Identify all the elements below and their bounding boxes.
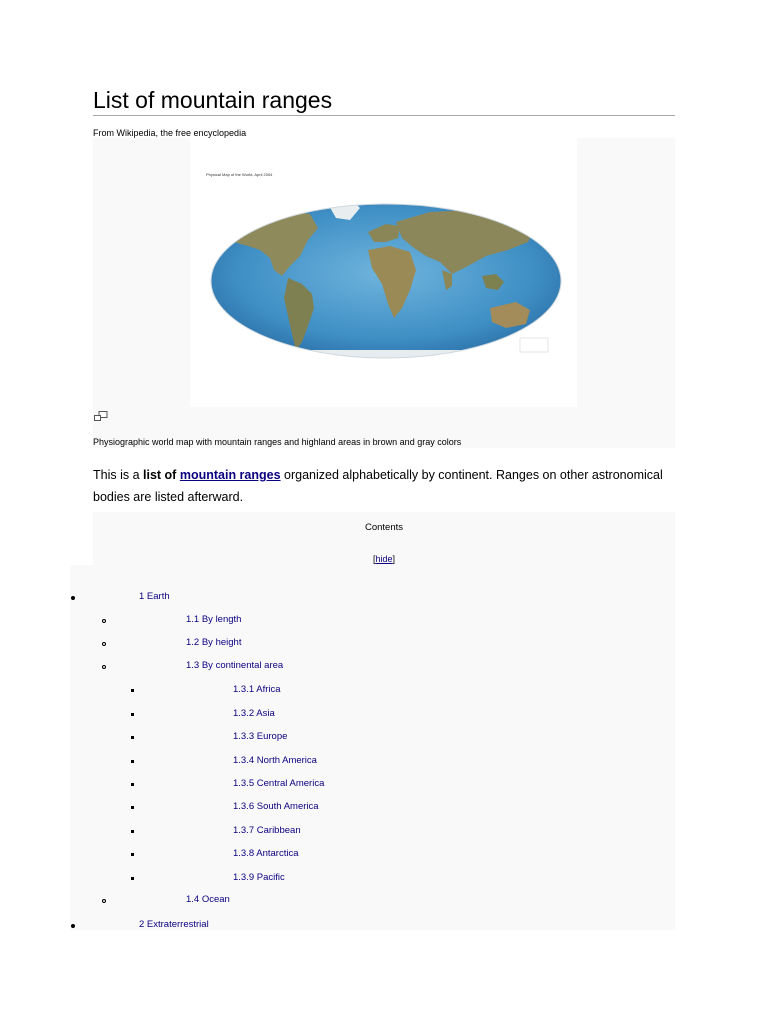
bullet-square-icon — [131, 689, 134, 692]
toc-hide-close-bracket: ] — [392, 554, 396, 564]
mountain-ranges-link[interactable]: mountain ranges — [179, 468, 281, 482]
map-title-text: Physical Map of the World, April 2004 — [206, 172, 273, 177]
toc-entry-north-america[interactable]: 1.3.4 North America — [233, 755, 317, 766]
world-map-image[interactable] — [190, 138, 577, 407]
bullet-square-icon — [131, 713, 134, 716]
bullet-circle-icon — [102, 665, 106, 669]
toc-entry-antarctica[interactable]: 1.3.8 Antarctica — [233, 848, 299, 859]
toc-hide-open-bracket: [ — [372, 554, 376, 564]
bullet-disc-icon — [71, 924, 75, 928]
toc-entry-africa[interactable]: 1.3.1 Africa — [233, 684, 281, 695]
bullet-square-icon — [131, 736, 134, 739]
map-legend-box — [520, 338, 548, 352]
toc-entry-pacific[interactable]: 1.3.9 Pacific — [233, 872, 285, 883]
bullet-square-icon — [131, 760, 134, 763]
toc-hide-control — [93, 553, 675, 565]
thumbnail-figure — [93, 138, 675, 448]
toc-title: Contents — [364, 522, 404, 533]
toc-entry-by-height[interactable]: 1.2 By height — [186, 637, 242, 648]
toc-hide-link[interactable]: hide — [375, 554, 393, 564]
bullet-disc-icon — [71, 596, 75, 600]
table-of-contents — [93, 512, 675, 930]
bullet-square-icon — [131, 877, 134, 880]
bullet-square-icon — [131, 783, 134, 786]
bullet-circle-icon — [102, 642, 106, 646]
toc-entry-ocean[interactable]: 1.4 Ocean — [186, 894, 230, 905]
page-title: List of mountain ranges — [93, 86, 675, 116]
figure-caption: Physiographic world map with mountain ranges and highland areas in brown and gray colors — [93, 437, 462, 447]
site-tagline: From Wikipedia, the free encyclopedia — [93, 128, 247, 138]
intro-bold: list of — [143, 468, 177, 482]
bullet-square-icon — [131, 853, 134, 856]
toc-entry-by-continental-area[interactable]: 1.3 By continental area — [186, 660, 284, 671]
enlarge-icon[interactable] — [94, 411, 108, 421]
toc-entry-earth[interactable]: 1 Earth — [139, 591, 170, 602]
toc-entry-extraterrestrial[interactable]: 2 Extraterrestrial — [139, 919, 209, 930]
bullet-circle-icon — [102, 619, 106, 623]
bullet-square-icon — [131, 806, 134, 809]
toc-entry-south-america[interactable]: 1.3.6 South America — [233, 801, 319, 812]
toc-entry-caribbean[interactable]: 1.3.7 Caribbean — [233, 825, 301, 836]
toc-entry-central-america[interactable]: 1.3.5 Central America — [233, 778, 325, 789]
bullet-circle-icon — [102, 899, 106, 903]
intro-prefix: This is a — [93, 468, 144, 482]
world-map-graphic — [190, 138, 577, 407]
toc-entry-europe[interactable]: 1.3.3 Europe — [233, 731, 288, 742]
toc-entry-by-length[interactable]: 1.1 By length — [186, 614, 242, 625]
bullet-square-icon — [131, 830, 134, 833]
toc-entry-asia[interactable]: 1.3.2 Asia — [233, 708, 275, 719]
intro-paragraph — [93, 464, 675, 508]
toc-left-margin — [70, 565, 94, 930]
intro-suffix: organized alphabetically by continent. Ranges on other astronomical bodies are listed afterward. — [93, 468, 663, 504]
